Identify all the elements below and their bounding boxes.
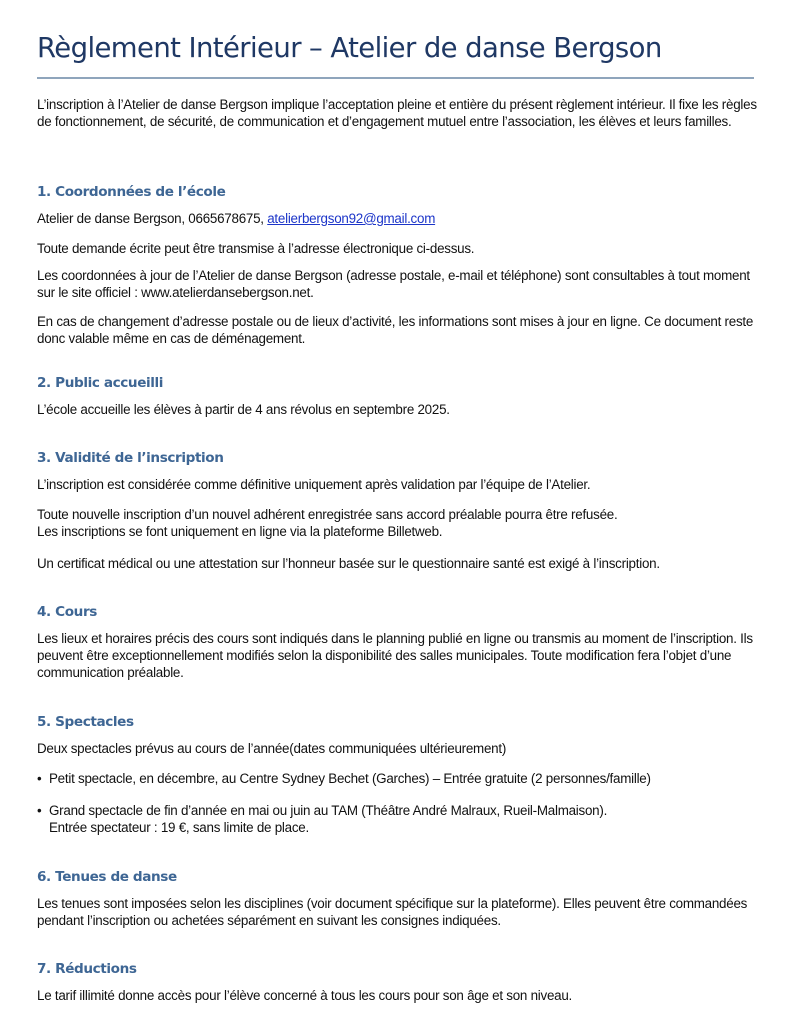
- section-3-heading: 3. Validité de l’inscription: [37, 450, 224, 466]
- section-4-heading: 4. Cours: [37, 604, 97, 620]
- list-item-text: Petit spectacle, en décembre, au Centre Sydney Bechet (Garches) – Entrée gratuite (2 personnes/famille): [49, 771, 651, 786]
- section-2-paragraph-1: L’école accueille les élèves à partir de 4 ans révolus en septembre 2025.: [37, 402, 450, 417]
- email-link[interactable]: atelierbergson92@gmail.com: [267, 211, 436, 226]
- section-2-heading: 2. Public accueilli: [37, 375, 164, 391]
- section-1-heading: 1. Coordonnées de l’école: [37, 184, 226, 200]
- section-4-paragraph-1: Les lieux et horaires précis des cours sont indiqués dans le planning publié en ligne ou transmis au moment de l’inscription. Ils peuvent être exceptionnellement modifiés selon la disponibilité des salles municipales. Toute modification fera l’objet d’une communication préalable.: [37, 631, 753, 680]
- section-1-paragraph-2: Les coordonnées à jour de l’Atelier de danse Bergson (adresse postale, e-mail et téléphone) sont consultables à tout moment sur le site officiel : www.atelierdansebergson.net.: [37, 268, 750, 300]
- section-3-paragraph-2: Toute nouvelle inscription d’un nouvel adhérent enregistrée sans accord préalable pourra être refusée.: [37, 507, 618, 522]
- document-title: Règlement Intérieur – Atelier de danse Bergson: [37, 32, 662, 64]
- contact-line: [37, 210, 757, 227]
- bullet-icon: •: [37, 771, 42, 786]
- section-7-paragraph-1: Le tarif illimité donne accès pour l’élève concerné à tous les cours pour son âge et son niveau.: [37, 988, 573, 1003]
- title-divider: [37, 77, 754, 79]
- contact-text: Atelier de danse Bergson, 0665678675,: [37, 211, 268, 226]
- section-1-paragraph-3: En cas de changement d’adresse postale ou de lieux d’activité, les informations sont mises à jour en ligne. Ce document reste donc valable même en cas de déménagement.: [37, 314, 754, 346]
- bullet-icon: •: [37, 803, 42, 818]
- section-6-heading: 6. Tenues de danse: [37, 869, 177, 885]
- intro-paragraph: L’inscription à l’Atelier de danse Bergson implique l’acceptation pleine et entière du présent règlement intérieur. Il fixe les règles de fonctionnement, de sécurité, de communication et d’engagement mutuel entre l’association, les élèves et leurs familles.: [37, 97, 757, 129]
- section-7-heading: 7. Réductions: [37, 961, 137, 977]
- section-5-heading: 5. Spectacles: [37, 714, 134, 730]
- section-3-paragraph-3: Les inscriptions se font uniquement en ligne via la plateforme Billetweb.: [37, 524, 443, 539]
- list-item-text: Grand spectacle de fin d’année en mai ou juin au TAM (Théâtre André Malraux, Rueil-Malmaison).: [49, 803, 608, 818]
- section-3-paragraph-4: Un certificat médical ou une attestation sur l’honneur basée sur le questionnaire santé est exigé à l’inscription.: [37, 556, 660, 571]
- section-3-paragraph-1: L’inscription est considérée comme définitive uniquement après validation par l’équipe de l’Atelier.: [37, 477, 591, 492]
- section-6-paragraph-1: Les tenues sont imposées selon les disciplines (voir document spécifique sur la plateforme). Elles peuvent être commandées pendant l’inscription ou achetées séparément en suivant les consignes indiquées.: [37, 896, 748, 928]
- section-1-paragraph-1: Toute demande écrite peut être transmise à l’adresse électronique ci-dessus.: [37, 241, 475, 256]
- section-5-paragraph-1: Deux spectacles prévus au cours de l’année(dates communiquées ultérieurement): [37, 741, 507, 756]
- list-item-text: Entrée spectateur : 19 €, sans limite de place.: [49, 820, 309, 835]
